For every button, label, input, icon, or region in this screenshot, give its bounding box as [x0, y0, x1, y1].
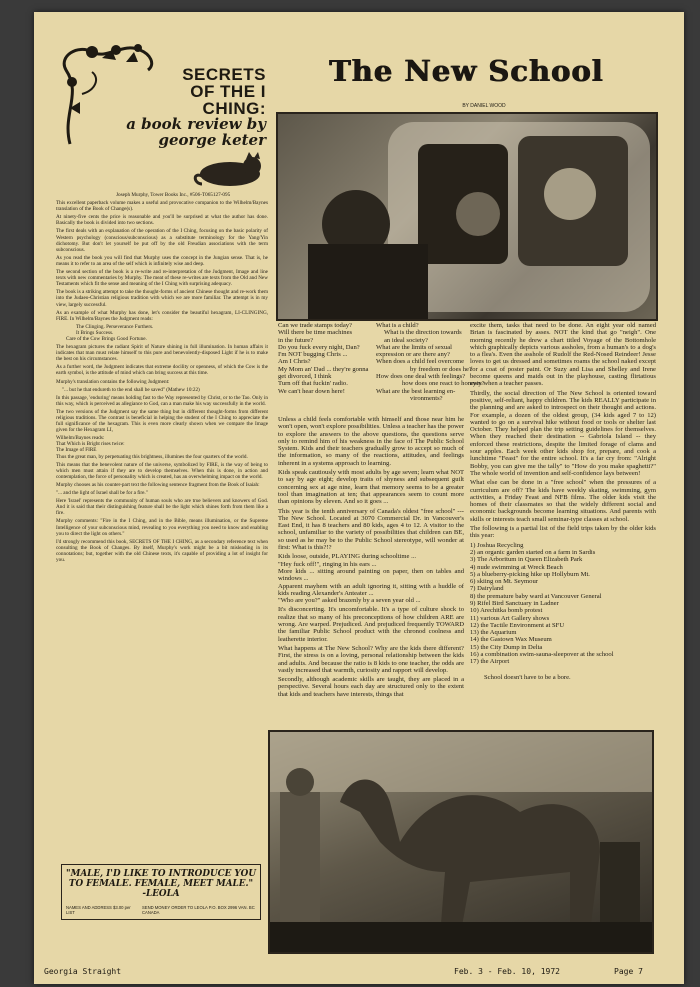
article-paragraph: Secondly, although academic skills are taught, they are placed in a perspective. Several hours each day are structured only to the extent that kids and teachers have interests, things that	[278, 676, 464, 698]
judgment-quote-line: It Brings Success.	[76, 329, 114, 336]
poem-line: What are the limits of sexual	[376, 343, 452, 351]
list-item: 1) Joshua Recycling	[470, 541, 524, 549]
poem-line: What are the best learning en-	[376, 387, 456, 395]
poem-line: expression or are there any?	[376, 351, 450, 359]
field-trip-list	[470, 542, 656, 666]
poem-line: Will there be time machines	[278, 329, 353, 337]
article-paragraph: Apparent mayhem with an adult ignoring it, sitting with a huddle of kids reading Alexander's Anteater ...	[278, 582, 464, 597]
review-paragraph: The second section of the book is a re-write and re-interpretation of the Judgment, Image and line texts with new commentaries by Murphy. The meat of these re-writes are texts from the Old and New Testaments which fit the sense and meaning of the I Ching with surprising adequacy.	[56, 269, 268, 288]
poem-line: Can we trade stamps today?	[278, 322, 352, 329]
list-item: 3) The Arboritum in Queen Elizabeth Park	[470, 556, 583, 564]
page-number: Page 7	[614, 967, 643, 976]
list-item: 16) a combination swim-sauna-sleepover at the school	[470, 651, 614, 659]
article-title: The New School	[328, 54, 604, 88]
article-paragraph: More kids ... sitting around painting on paper, then on tables and windows ...	[278, 567, 464, 583]
judgment-quote-line: Care of the Cow Brings Good Fortune.	[66, 335, 147, 342]
review-subtitle: a book review by george keter	[126, 115, 266, 149]
issue-date: Feb. 3 - Feb. 10, 1972	[454, 967, 560, 976]
review-paragraph: This excellent paperback volume makes a useful and provocative companion to the Wilhelm/Baynes translation of the Book of Change(s).	[56, 200, 268, 213]
review-paragraph: "... and the light of Israel shall be for a fire."	[56, 490, 148, 497]
matthew-quote: "... but he that endureth to the end shall be saved" (Mathew 10:22)	[62, 386, 200, 393]
review-paragraph: As an example of what Murphy has done, let's consider the beautiful hexagram, LI-CLINGING, FIRE. In Wilhelm/Baynes the Judgment reads:	[56, 309, 268, 322]
poem-line: I'm NOT bugging Chris ...	[278, 351, 348, 359]
ad-left-text: NAMES AND ADDRESS $3.00 per LIST	[66, 905, 131, 915]
review-paragraph: The first deals with an explanation of the operation of the I Ching, focusing on the basic polarity of Western psychology (conscious/subconscious) as a substitute terminology for the Yang/Yin dichotomy. But don't let yourself be put off by the old Freudian associations with the term subconscious.	[56, 228, 268, 253]
ad-right-text: SEND MONEY ORDER TO LEOLA P.O. BOX 2996 VAN. BC CANADA	[142, 905, 255, 915]
review-body	[56, 192, 268, 565]
review-paragraph: As a further word, the Judgment indicates that extreme docility or openness, of which the Cow is the earth symbol, is the attitude of mind which can bring success at this time.	[56, 364, 268, 377]
list-item: 6) skiing on Mt. Seymour	[470, 578, 538, 586]
cat-illustration	[190, 150, 270, 190]
list-item: 8) the premature baby ward at Vancouver General	[470, 592, 602, 600]
article-paragraph: Kids loose, outside, PLAYING during schooltime ...	[278, 553, 417, 561]
review-paragraph: Murphy's translation contains the following Judgment:	[56, 378, 170, 385]
article-body-middle	[278, 416, 464, 700]
poem-line: by freedom or does he?	[410, 365, 472, 373]
article-paragraph: What happens at The New School? Why are the kids there different? First, the stress is on a loving, personal relationship between the kids and adults. And because the ratio is 8 kids to one teacher, the odds are vastly increased that warmth, curiosity and rapport will develop.	[278, 644, 464, 674]
poem-line: When does a child feel overcome	[376, 358, 465, 366]
list-item: 13) the Aquarium	[470, 629, 517, 637]
poem-line: My Mom an' Dad ... they're gonna	[278, 365, 369, 373]
article-paragraph: Kids speak cautiously with most adults by age seven; learn what NOT to say by age eight; develop traits of shyness and subsequent guilt concerning sex at age nine, learn that memory seems to be a greater tool than imagination at ten; that appearances seem to count more than opinions by eleven. And so it goes ...	[278, 469, 464, 506]
poem-line: how does one react to honesty?	[402, 380, 485, 388]
children-car-photo	[276, 112, 658, 321]
article-paragraph: "Who are you?" asked brazenly by a seven year old ...	[278, 597, 421, 605]
kids-questions	[278, 322, 382, 395]
leola-ad	[61, 864, 261, 920]
review-paragraph: That Which is Bright rises twice:	[56, 441, 125, 448]
list-item: 10) Arechitka bomb protest	[470, 607, 543, 615]
article-paragraph: The following is a partial list of the field trips taken by the older kids this year:	[470, 525, 656, 540]
poem-line: an ideal society?	[384, 336, 428, 344]
review-paragraph: The two versions of the Judgment say the same thing but in different thought-forms from different religious traditions. The contrast is beneficial in helping the student of the I Ching to appreciate the full significance of the hexagram. This is even more clearly shown when we compare the Image given for the Hexagram LI,	[56, 408, 268, 434]
review-paragraph: Murphy chooses as his counter-part text the following sentence fragment from the Book of Isaiah:	[56, 481, 260, 488]
list-item: 9) Rifel Bird Sanctuary in Ladner	[470, 599, 559, 607]
article-paragraph: excite them, tasks that need to be done. An eight year old named Brian is fascinated by asses. NOT the kind that go "neigh". One morning recently he drew a chart titled Voyage of the Bottomhole which graphically depicts various assholes, from a human's to a dog's to a flea's. Even the asshole of Rudolf the Red-Nosed Reindeer! Jesse loves to get us dressed and sometimes roams the school naked except for a coat of poster paint. Or Suzy and Lisa and Shelley and Irene become queens and maids out in the playhouse, casting flirtatious eyes when a teacher passes.	[470, 322, 656, 388]
poem-line: get divorced, I think	[278, 373, 332, 381]
review-paragraph: Thus the great man, by perpetuating this brightness, illumines the four quarters of the world.	[56, 453, 248, 460]
poem-line: Do you fuck every night, Dan?	[278, 343, 360, 351]
review-title: SECRETS OF THE I CHING:	[182, 65, 266, 118]
list-item: 12) the Tactile Environment at SFU	[470, 621, 565, 629]
review-paragraph: This means that the benevolent nature of the universe, symbolized by FIRE, is the way of being to which men must attain if they are to develop themselves. When this is done, in action and contemplation, the force of personality which is created, has an overwhelming impact on the world.	[56, 461, 268, 480]
list-item: 15) the City Dump in Delta	[470, 643, 543, 651]
article-paragraph: This year is the tenth anniversary of Canada's oldest "free school" --- The New School. Located at 3070 Commercial Dr. in Vancouver's East End, it has 8 teachers and 80 kids, ages 4 to 12. A visitor to the school, unfamiliar to the variety of possibilities that children can BE, so used as he may be to the Public School stereotype, will wonder at first: What is this?!?	[278, 507, 464, 552]
list-item: 11) various Art Gallery shows	[470, 614, 550, 622]
list-item: 4) nude swimming at Wreck Beach	[470, 563, 563, 571]
byline: BY DANIEL WOOD	[462, 103, 506, 109]
review-paragraph: At ninety-five cents the price is reasonable and you'll be surprised at what the author has done. Basically the book is divided into two sections.	[56, 214, 268, 227]
list-item: 14) the Gastown Wax Museum	[470, 636, 552, 644]
list-item: 5) a blueberry-picking hike up Hollyburn Mt.	[470, 570, 590, 578]
article-paragraph: Thirdly, the social direction of The New School is oriented toward positive, self-reliant, happy children. The kids REALLY participate in the planning and are asked to introspect on their thought and actions. For example, a dozen of the oldest group, (34 kids aged 7 to 12) wanted to go on a survival hike without food or tools or shelter last October. They helped plan the trip setting guidelines for themselves. When they reached their destination -- Gabriola Island -- they enforced these restrictions, despite the limited forage of clams and sour apples. Each week other kids shop for, prepare, and cook a lunchtime "Feast" for the entire school. It's a far cry from: "Alright Bobby, you can give me the tally" to "How do you make spaghetti?" The whole world of invention and self-confidence lays between!	[470, 389, 656, 477]
judgment-quote-line: The Clinging. Perseverance Furthers.	[76, 323, 154, 330]
poem-line: What is the direction towards	[384, 329, 462, 337]
review-paragraph: The Image of FIRE	[56, 447, 97, 454]
review-paragraph: Murphy comments: "Fire in the I Ching, and in the Bible, means illumination, or the Supreme Intelligence of your subconscious mind, revealing to you everything you need to know and enabling you to direct the light on others."	[56, 518, 268, 537]
article-paragraph: Unless a child feels comfortable with himself and those near him he won't open, won't explore possibilities. Unless a teacher has the power to explore the answers to the above questions, the questions serve only to remind him of his weakness in the face of The Public School System. Kids and their teachers gradually grow to accept so much of the information, so many of the reactions, attitudes, and feelings inherent in a systems approach to learning.	[278, 416, 464, 467]
poem-line: How does one deal with feelings?	[376, 373, 466, 381]
publication-name: Georgia Straight	[44, 967, 122, 976]
poem-line: What is a child?	[376, 322, 419, 329]
article-body-right	[470, 322, 656, 683]
article-paragraph: It's disconcerting. It's uncomfortable. It's a type of culture shock to realize that so many of his preconceptions of how children ARE are wrong. Are warped. Prejudiced. And prejudiced frequently TOWARD the familiar Public School product with the chronod coolness and leatherette interior.	[278, 606, 464, 643]
poem-line: Turn off that fuckin' radio.	[278, 380, 348, 388]
camel-photo	[268, 730, 654, 954]
article-paragraph: "Hey fuck off!", ringing in his ears ...	[278, 560, 377, 568]
review-publisher: Joseph Murphy, Tower Books Inc., #506-T065127-095	[116, 192, 231, 198]
list-item: 2) an organic garden started on a farm in Sardis	[470, 548, 596, 556]
closing-line: School doesn't have to be a bore.	[484, 673, 571, 681]
poem-line: We can't hear down here!	[278, 387, 345, 395]
newspaper-page	[34, 12, 684, 984]
review-paragraph: Wilhelm/Baynes reads:	[56, 435, 105, 442]
review-paragraph: The hexagram pictures the radiant Spirit of Nature shining in full illumination. In human affairs it indicates that man must relate himself to this pure and benevolently-disposed Light if he is to make the best on his circumstances.	[56, 344, 268, 363]
ad-headline: "MALE, I'D LIKE TO INTRODUCE YOU TO FEMALE. FEMALE, MEET MALE." -LEOLA	[66, 869, 257, 899]
poem-line: vironments?	[410, 394, 443, 402]
review-paragraph: As you read the book you will find that Murphy uses the concept in the Jungian sense. That is, he means it to refer to an area of the self which is infinitely wise and deep.	[56, 254, 268, 267]
list-item: 17) the Airport	[470, 658, 510, 666]
article-paragraph: What else can be done in a "free school" when the pressures of a curriculum are off? The kids have weekly skating, swimming, gym activities, a Friday Feast and NFB films. The older kids visit the homes of their classmates so that the widely different social and economic backgrounds become learning situations. And parents with skills or interests teach small seminar-type classes at school.	[470, 479, 656, 523]
poem-line: Am I Chris?	[278, 358, 311, 366]
review-paragraph: Here 'Israel' represents the community of human souls who are true believers and knowers of God. And it is said that their distinguishing feature shall be the light which shines forth from them like a fire.	[56, 498, 268, 517]
list-item: 7) Dairyland	[470, 585, 504, 593]
review-paragraph: In this passage, 'enduring' means holding fast to the Way represented by Christ, or to the Tao. Only in this way, which is perceived as allegiance to God, can a man make his way successfully in the world.	[56, 394, 268, 407]
poem-line: in the future?	[278, 336, 314, 344]
review-paragraph: The book is a striking attempt to take the thought-forms of ancient Chinese thought and re-work them into the Judaeo-Christian religious tradition with which we are more familiar. The attempt is in my view, largely successful.	[56, 289, 268, 308]
review-paragraph: I'd strongly recommend this book, SECRETS OF THE I CHING, as a secondary reference text when consulting the Book of Changes. By itself, Murphy's work might be a bit misleading in its connotations; but, together with the old Chinese texts, it's capable of providing a lot of insight for you.	[56, 538, 268, 563]
